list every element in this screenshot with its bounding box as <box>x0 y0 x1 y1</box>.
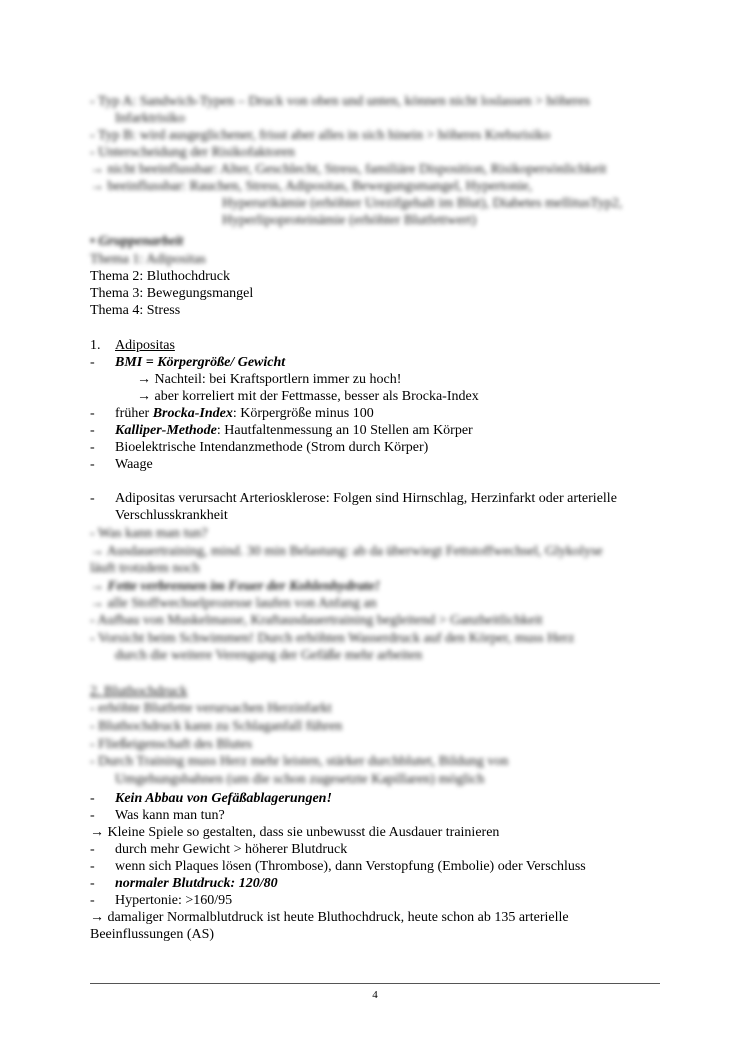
text-line: Hyperlipoproteinämie (erhöhter Blutfettwert) <box>222 213 477 228</box>
plaques-line: wenn sich Plaques lösen (Thrombose), dann Verstopfung (Embolie) oder Verschluss <box>115 859 586 874</box>
text-line: 2. Bluthochdruck <box>90 684 188 699</box>
text-line: → alle Stoffwechselprozesse laufen von Anfang an <box>90 596 377 611</box>
text-line: - Vorsicht beim Schwimmen! Durch erhöhten Wasserdruck auf den Körper, muss Herz <box>90 631 575 646</box>
text-line: - Was kann man tun? <box>90 526 208 541</box>
text-line: läuft trotzdem noch <box>90 561 200 576</box>
text-line: Infarktrisiko <box>115 111 185 126</box>
text-line: - Fließeigenschaft des Blutes <box>90 737 253 752</box>
brocka-term: Brocka-Index <box>152 406 233 421</box>
brocka-prefix: früher <box>115 406 153 421</box>
theme-3: Thema 3: Bewegungsmangel <box>90 286 254 301</box>
bullet-dash: - <box>90 440 95 455</box>
kein-abbau: Kein Abbau von Gefäßablagerungen! <box>115 791 332 806</box>
bullet-dash: - <box>90 893 95 908</box>
was-tun: Was kann man tun? <box>115 808 225 823</box>
bullet-dash: - <box>90 406 95 421</box>
text-line: → Ausdauertraining, mind. 30 min Belastung: ab da überwiegt Fettstoffwechsel, Glykolyse <box>90 544 603 559</box>
text-line: • Gruppenarbeit <box>90 234 184 249</box>
text-line: - Aufbau von Muskelmasse, Kraftausdauertraining begleitend > Ganzheitlichkeit <box>90 613 543 628</box>
bullet-dash: - <box>90 808 95 823</box>
damalig-line-2: Beeinflussungen (AS) <box>90 927 215 942</box>
bullet-dash: - <box>90 423 95 438</box>
damalig-line-1: → damaliger Normalblutdruck ist heute Bluthochdruck, heute schon ab 135 arterielle <box>90 910 569 925</box>
text-line: → beeinflussbar: Rauchen, Stress, Adipositas, Bewegungsmangel, Hypertonie, <box>90 179 533 194</box>
bmi-note-2: → aber korreliert mit der Fettmasse, besser als Brocka-Index <box>137 389 479 404</box>
kalliper-suffix: : Hautfaltenmessung an 10 Stellen am Körper <box>216 423 473 438</box>
bio-line: Bioelektrische Intendanzmethode (Strom durch Körper) <box>115 440 429 455</box>
text-line: Umgehungsbahnen (um die schon zugesetzte Kapillaren) möglich <box>115 772 485 787</box>
kleine-spiele: → Kleine Spiele so gestalten, dass sie unbewusst die Ausdauer trainieren <box>90 825 500 840</box>
hypertonie: Hypertonie: >160/95 <box>115 893 233 908</box>
text-line: → Fette verbrennen im Feuer der Kohlenhydrate! <box>90 579 381 594</box>
bmi-formula: BMI = Körpergröße/ Gewicht <box>115 355 286 370</box>
brocka-line <box>115 405 374 422</box>
theme-2: Thema 2: Bluthochdruck <box>90 269 230 284</box>
kalliper-term: Kalliper-Methode <box>115 423 217 438</box>
bullet-dash: - <box>90 859 95 874</box>
text-line: durch die weitere Verengung der Gefäße mehr arbeiten <box>115 648 423 663</box>
section-title: Adipositas <box>115 338 175 353</box>
text-line: Thema 1: Adipositas <box>90 252 206 267</box>
bmi-note-1: → Nachteil: bei Kraftsportlern immer zu hoch! <box>137 372 402 387</box>
text-line: Hyperurikämie (erhöhter Urezifgehalt im Blut), Diabetes mellitusTyp2, <box>222 196 623 211</box>
bullet-dash: - <box>90 791 95 806</box>
text-line: → nicht beeinflussbar: Alter, Geschlecht, Stress, familiäre Disposition, Risikopersönlichkeit <box>90 162 607 177</box>
text-line: - Typ A: Sandwich-Typen – Druck von oben und unten, können nicht loslassen > höheres <box>90 94 590 109</box>
footer-rule <box>90 983 660 984</box>
text-line: - Bluthochdruck kann zu Schlaganfall führen <box>90 719 343 734</box>
gewicht-line: durch mehr Gewicht > höherer Blutdruck <box>115 842 348 857</box>
text-line: - erhöhte Blutfette verursachen Herzinfarkt <box>90 701 332 716</box>
kalliper-line <box>115 422 473 439</box>
arterio-line-1: Adipositas verursacht Arteriosklerose: Folgen sind Hirnschlag, Herzinfarkt oder arterielle <box>115 491 617 506</box>
text-line: - Typ B: wird ausgeglichener, frisst aber alles in sich hinein > höheres Krebsrisiko <box>90 128 551 143</box>
waage-line: Waage <box>115 457 153 472</box>
bullet-dash: - <box>90 457 95 472</box>
theme-4: Thema 4: Stress <box>90 303 181 318</box>
bullet-dash: - <box>90 842 95 857</box>
arterio-line-2: Verschlusskrankheit <box>115 508 228 523</box>
section-number: 1. <box>90 338 101 353</box>
brocka-suffix: : Körpergröße minus 100 <box>232 406 374 421</box>
bullet-dash: - <box>90 355 95 370</box>
text-line: - Unterscheidung der Risikofaktoren <box>90 145 295 160</box>
bullet-dash: - <box>90 876 95 891</box>
normal-blutdruck: normaler Blutdruck: 120/80 <box>115 876 278 891</box>
bullet-dash: - <box>90 491 95 506</box>
text-line: - Durch Training muss Herz mehr leisten, stärker durchblutet, Bildung von <box>90 754 509 769</box>
page-number: 4 <box>372 989 378 1001</box>
